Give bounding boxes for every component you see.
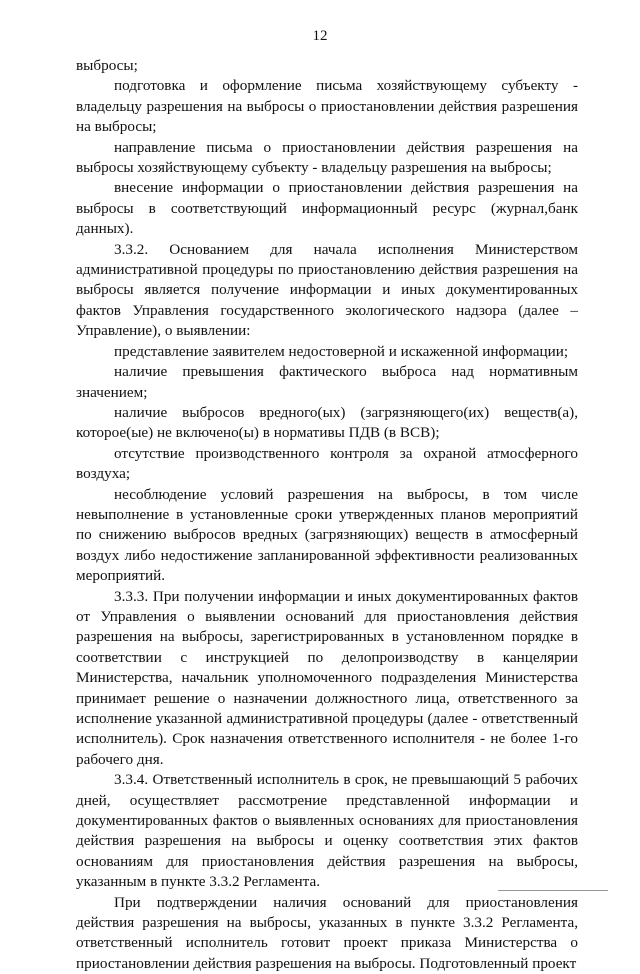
paragraph-section-3-3-3: 3.3.3. При получении информации и иных документированных фактов от Управления о выявлении оснований для приостановления действия разрешения на выбросы, зарегистрированных в установленном порядке в соответствии с инструкцией по делопроизводству в канцелярии Министерства, начальник уполномоченного подразделения Министерства принимает решение о назначении должностного лица, ответственного за исполнение указанной административной процедуры (далее - ответственный исполнитель). Срок назначения ответственного исполнителя - не более 1-го рабочего дня. bbox=[76, 587, 578, 768]
paragraph: внесение информации о приостановлении действия разрешения на выбросы в соответствующий информационный ресурс (журнал,банк данных). bbox=[76, 179, 578, 238]
footer-rule bbox=[498, 890, 608, 891]
paragraph: направление письма о приостановлении действия разрешения на выбросы хозяйствующему субъекту - владельцу разрешения на выбросы; bbox=[76, 138, 578, 177]
paragraph: выбросы; bbox=[76, 57, 138, 74]
list-item: наличие превышения фактического выброса над нормативным значением; bbox=[76, 363, 578, 401]
paragraph-section-3-3-2: 3.3.2. Основанием для начала исполнения Министерством административной процедуры по приостановлению действия разрешения на выбросы является получение информации и иных документированных фактов Управления государственного экологического надзора (далее – Управление), о выявлении: bbox=[76, 240, 578, 340]
paragraph: При подтверждении наличия оснований для приостановления действия разрешения на выбросы, указанных в пункте 3.3.2 Регламента, ответственный исполнитель готовит проект приказа Министерства о приостановлении действия разрешения на выбросы. Подготовленный проект bbox=[76, 893, 578, 972]
list-item: отсутствие производственного контроля за охраной атмосферного воздуха; bbox=[76, 444, 578, 483]
list-item: несоблюдение условий разрешения на выбросы, в том числе невыполнение в установленные сроки утвержденных планов мероприятий по снижению выбросов вредных (загрязняющих) веществ в атмосферный воздух либо недостижение запланированной эффективности реализованных мероприятий. bbox=[76, 485, 578, 585]
paragraph: подготовка и оформление письма хозяйствующему субъекту - владельцу разрешения на выбросы о приостановлении действия разрешения на выбросы; bbox=[76, 77, 578, 136]
document-body bbox=[76, 56, 578, 974]
list-item: наличие выбросов вредного(ых) (загрязняющего(их) веществ(а), которое(ые) не включено(ы) в нормативы ПДВ (в ВСВ); bbox=[76, 403, 578, 442]
page-number: 12 bbox=[312, 28, 328, 44]
list-item: представление заявителем недостоверной и искаженной информации; bbox=[114, 342, 569, 360]
paragraph-section-3-3-4: 3.3.4. Ответственный исполнитель в срок, не превышающий 5 рабочих дней, осуществляет рассмотрение представленной информации и документированных фактов о выявленных основаниях для приостановления действия разрешения на выбросы и оценку соответствия этих фактов основаниям для приостановления действия разрешения на выбросы, указанным в пункте 3.3.2 Регламента. bbox=[76, 771, 578, 891]
